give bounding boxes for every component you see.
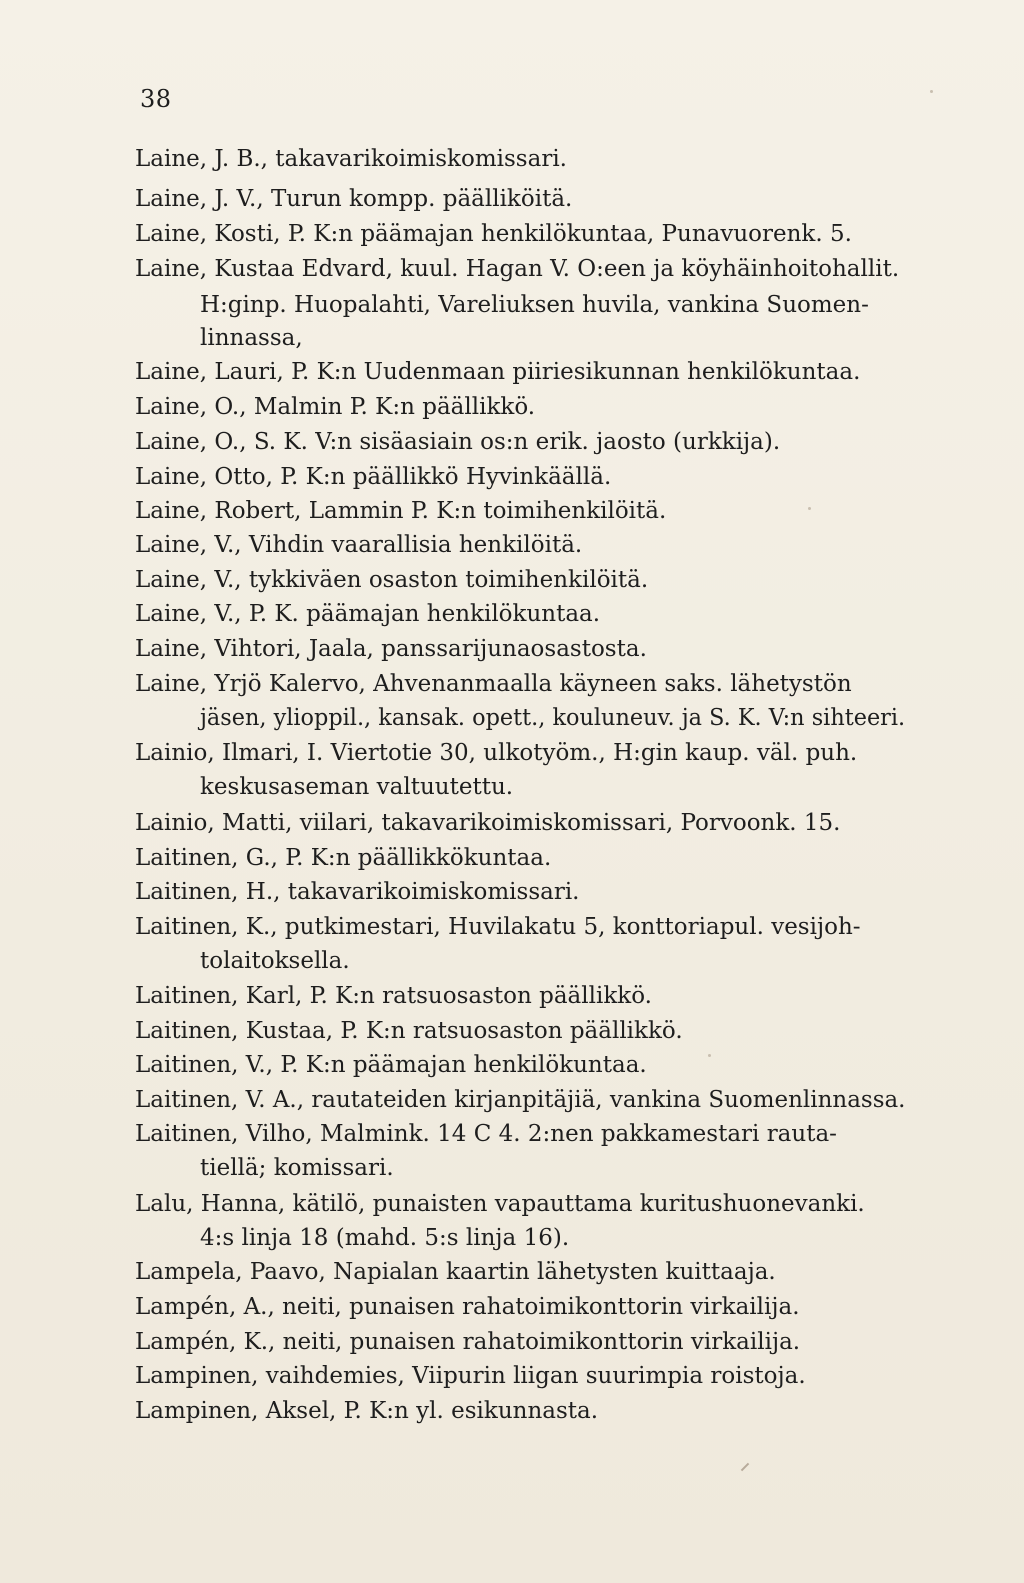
entry-line: Laitinen, H., takavarikoimiskomissari. [135,879,580,905]
entry-line: Lampén, A., neiti, punaisen rahatoimikonttorin virkailija. [135,1294,800,1320]
entry-line: Laitinen, Vilho, Malmink. 14 C 4. 2:nen pakkamestari rauta- [135,1121,837,1147]
entry-line: Laine, Lauri, P. K:n Uudenmaan piiriesikunnan henkilökuntaa. [135,359,861,385]
entry-line: tiellä; komissari. [200,1155,394,1181]
entry-line: Laine, V., Vihdin vaarallisia henkilöitä. [135,532,583,558]
entry-line: Laine, O., Malmin P. K:n päällikkö. [135,394,536,420]
entry-line: Laine, Kosti, P. K:n päämajan henkilökuntaa, Punavuorenk. 5. [135,221,852,247]
entry-line: Laine, V., P. K. päämajan henkilökuntaa. [135,601,601,627]
entry-line: Laitinen, Karl, P. K:n ratsuosaston päällikkö. [135,983,652,1009]
entry-line: Laitinen, K., putkimestari, Huvilakatu 5, konttoriapul. vesijoh- [135,914,861,940]
entry-line: Laine, Otto, P. K:n päällikkö Hyvinkäällä. [135,464,612,490]
paper-speck [708,1054,711,1057]
entry-line: linnassa, [200,325,303,351]
entry-line: jäsen, ylioppil., kansak. opett., kouluneuv. ja S. K. V:n sihteeri. [200,705,906,731]
entry-line: Laitinen, V., P. K:n päämajan henkilökuntaa. [135,1052,647,1078]
entry-line: Laitinen, V. A., rautateiden kirjanpitäjiä, vankina Suomenlinnassa. [135,1087,906,1113]
paper-speck [930,90,933,93]
entry-line: Laine, Vihtori, Jaala, panssarijunaosastosta. [135,636,647,662]
entry-line: Laine, Robert, Lammin P. K:n toimihenkilöitä. [135,498,667,524]
entry-line: keskusaseman valtuutettu. [200,774,514,800]
entry-line: 4:s linja 18 (mahd. 5:s linja 16). [200,1225,570,1251]
entry-line: Laitinen, G., P. K:n päällikkökuntaa. [135,845,552,871]
entry-line: Laine, Yrjö Kalervo, Ahvenanmaalla käyneen saks. lähetystön [135,671,852,697]
entry-line: Laine, V., tykkiväen osaston toimihenkilöitä. [135,567,649,593]
entry-line: Lampela, Paavo, Napialan kaartin lähetysten kuittaaja. [135,1259,776,1285]
paper-speck [808,507,811,510]
entry-line: Lampén, K., neiti, punaisen rahatoimikonttorin virkailija. [135,1329,801,1355]
entry-line: Laitinen, Kustaa, P. K:n ratsuosaston päällikkö. [135,1018,683,1044]
page-number: 38 [140,85,172,113]
entry-line: H:ginp. Huopalahti, Vareliuksen huvila, vankina Suomen- [200,292,869,318]
entry-line: Laine, O., S. K. V:n sisäasiain os:n erik. jaosto (urkkija). [135,429,781,455]
entry-line: Lainio, Matti, viilari, takavarikoimiskomissari, Porvoonk. 15. [135,810,841,836]
entry-line: Laine, J. V., Turun kompp. päälliköitä. [135,186,573,212]
entry-line: tolaitoksella. [200,948,350,974]
entry-line: Lainio, Ilmari, I. Viertotie 30, ulkotyöm., H:gin kaup. väl. puh. [135,740,858,766]
entry-line: Laine, J. B., takavarikoimiskomissari. [135,146,567,172]
entry-line: Lampinen, vaihdemies, Viipurin liigan suurimpia roistoja. [135,1363,806,1389]
entry-line: Lampinen, Aksel, P. K:n yl. esikunnasta. [135,1398,599,1424]
entry-line: Lalu, Hanna, kätilö, punaisten vapauttama kuritushuonevanki. [135,1191,865,1217]
entry-line: Laine, Kustaa Edvard, kuul. Hagan V. O:een ja köyhäinhoitohallit. [135,256,900,282]
